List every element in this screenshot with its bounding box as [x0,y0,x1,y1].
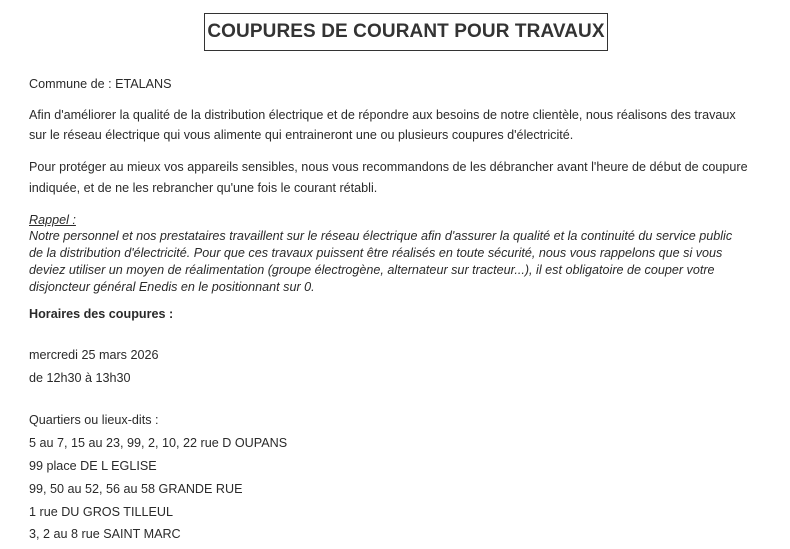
locations-heading: Quartiers ou lieux-dits : [29,413,159,427]
page-title: COUPURES DE COURANT POUR TRAVAUX [207,21,605,42]
intro-line-2: sur le réseau électrique qui vous alimente qui entraineront une ou plusieurs coupures d'électricité. [29,128,574,142]
schedule-date: mercredi 25 mars 2026 [29,348,159,362]
location-item: 1 rue DU GROS TILLEUL [29,505,173,519]
intro-line-1: Afin d'améliorer la qualité de la distribution électrique et de répondre aux besoins de notre clientèle, nous réalisons des travaux [29,108,736,122]
commune-line: Commune de : ETALANS [29,77,172,91]
rappel-line-1: Notre personnel et nos prestataires travaillent sur le réseau électrique afin d'assurer la qualité et la continuité du service public [29,229,733,243]
location-item: 3, 2 au 8 rue SAINT MARC [29,527,181,541]
rappel-line-2: de la distribution d'électricité. Pour que ces travaux puissent être réalisés en toute sécurité, nous vous rappelons que si vous [29,246,723,260]
schedule-heading: Horaires des coupures : [29,307,174,321]
rappel-line-3: deviez utiliser un moyen de réalimentation (groupe électrogène, alternateur sur tracteur...), il est obligatoire de couper votre [29,263,715,277]
location-item: 99, 50 au 52, 56 au 58 GRANDE RUE [29,482,243,496]
location-item: 99 place DE L EGLISE [29,459,157,473]
title-box [204,13,608,51]
advice-line-1: Pour protéger au mieux vos appareils sensibles, nous vous recommandons de les débrancher avant l'heure de début de coupure [29,160,748,174]
rappel-heading: Rappel : [29,213,76,227]
location-item: 5 au 7, 15 au 23, 99, 2, 10, 22 rue D OUPANS [29,436,288,450]
rappel-line-4: disjoncteur général Enedis en le positionnant sur 0. [29,280,315,294]
schedule-time: de 12h30 à 13h30 [29,371,131,385]
advice-line-2: indiquée, et de ne les rebrancher qu'une fois le courant rétabli. [29,181,378,195]
